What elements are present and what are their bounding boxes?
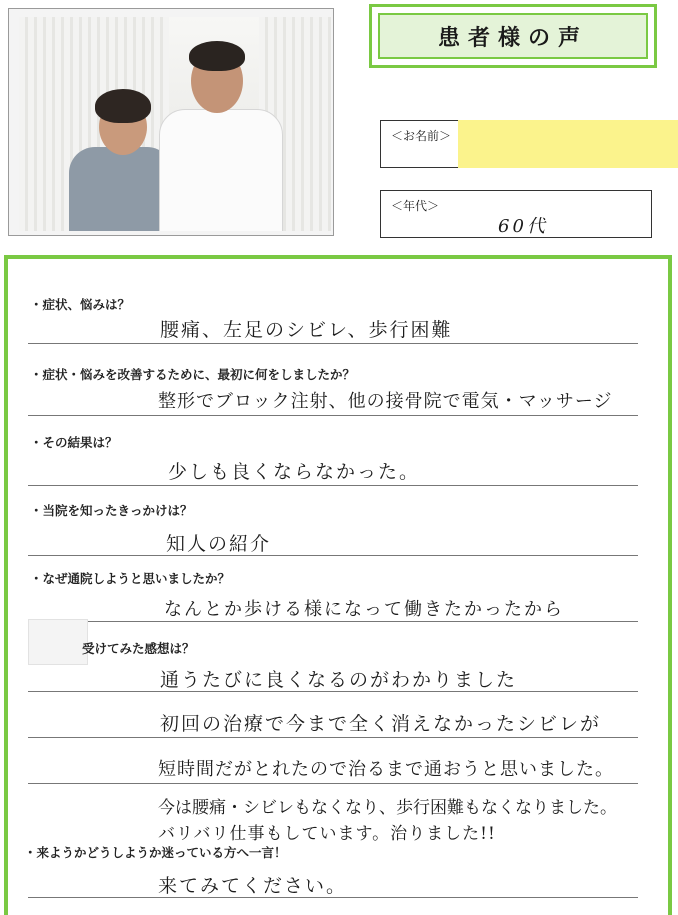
answer-line — [28, 691, 638, 692]
answer-text: バリバリ仕事もしています。治りました!! — [158, 824, 496, 844]
answer-line — [28, 737, 638, 738]
answer-line — [28, 897, 638, 898]
question-label: ・来ようかどうしようか迷っている方へ一言！ — [24, 845, 287, 860]
white-patch — [28, 619, 88, 665]
answer-text: 整形でブロック注射、他の接骨院で電気・マッサージ — [158, 391, 613, 412]
answer-text: 来てみてください。 — [158, 875, 348, 897]
question-label: ・当院を知ったきっかけは？ — [30, 503, 193, 518]
question-label: ・なぜ通院しようと思いましたか？ — [30, 571, 231, 586]
name-redaction — [458, 120, 678, 168]
name-label: ＜お名前＞ — [391, 129, 452, 143]
patient-photo — [19, 17, 331, 231]
question-label: ・その結果は？ — [30, 435, 118, 450]
answer-text: 初回の治療で今まで全く消えなかったシビレが — [160, 713, 602, 735]
questionnaire-form — [4, 255, 672, 915]
answer-line — [28, 783, 638, 784]
answer-text: 通うたびに良くなるのがわかりました — [160, 669, 518, 691]
answer-text: 少しも良くならなかった。 — [168, 461, 421, 483]
answer-line — [28, 621, 638, 622]
title-box — [369, 4, 657, 68]
answer-text: 腰痛、左足のシビレ、歩行困難 — [160, 319, 453, 341]
page-title: 患者様の声 — [378, 13, 648, 59]
answer-line — [28, 555, 638, 556]
answer-text: なんとか歩ける様になって働きたかったから — [164, 599, 564, 620]
answer-text: 短時間だがとれたので治るまで通おうと思いました。 — [158, 759, 614, 780]
answer-text: 知人の紹介 — [166, 533, 272, 555]
age-value: 60代 — [498, 216, 548, 237]
question-label: 受けてみた感想は？ — [82, 641, 195, 656]
answer-text: 今は腰痛・シビレもなくなり、歩行困難もなくなりました。 — [158, 798, 617, 818]
age-label: ＜年代＞ — [391, 199, 440, 213]
photo-frame — [8, 8, 334, 236]
answer-line — [28, 485, 638, 486]
question-label: ・症状・悩みを改善するために、最初に何をしましたか？ — [30, 367, 356, 382]
question-label: ・症状、悩みは？ — [30, 297, 131, 312]
answer-line — [28, 343, 638, 344]
answer-line — [28, 415, 638, 416]
